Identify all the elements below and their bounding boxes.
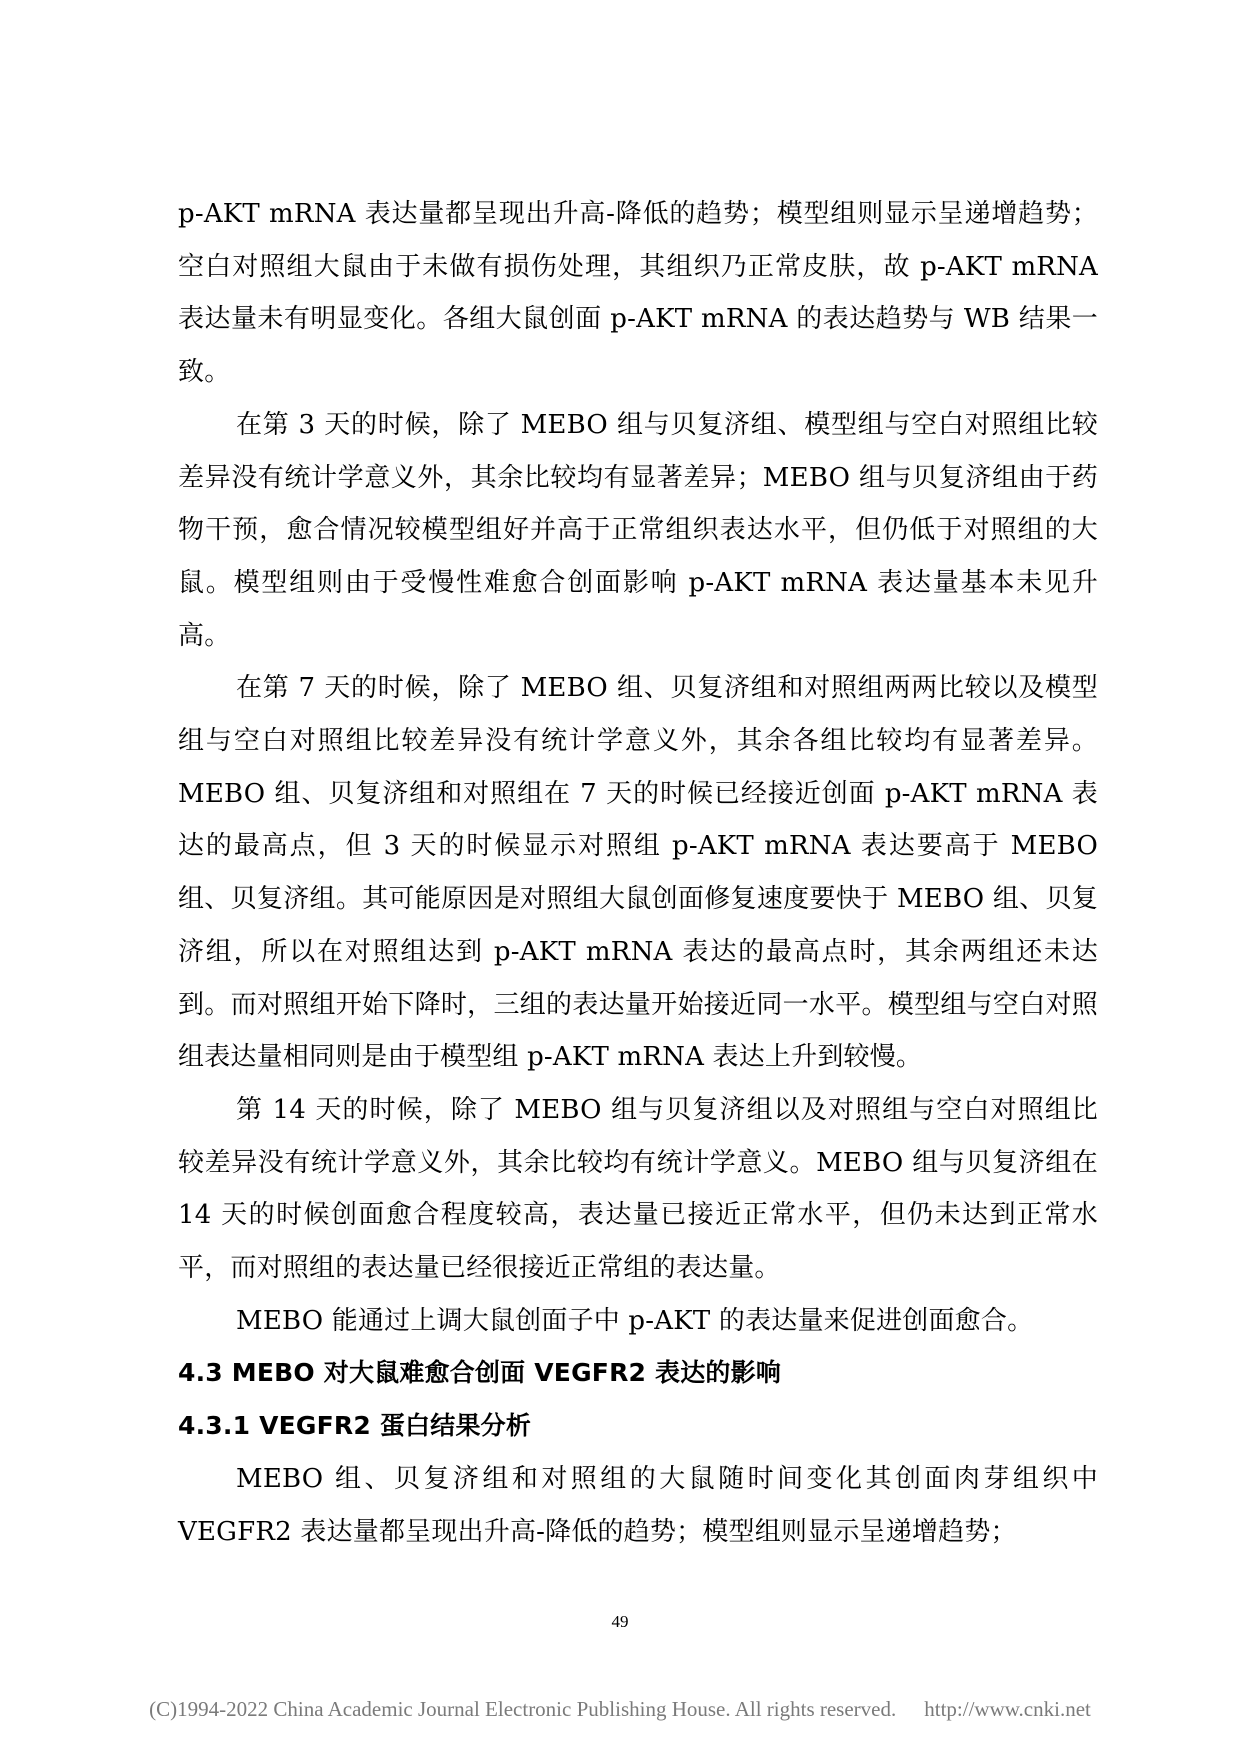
page-number: 49 <box>611 1612 629 1631</box>
body-text <box>178 188 1098 1558</box>
footer-copyright <box>0 1697 1240 1722</box>
paragraph: MEBO 能通过上调大鼠创面子中 p-AKT 的表达量来促进创面愈合。 <box>236 1305 1034 1336</box>
paragraph: p-AKT mRNA 表达量都呈现出升高-降低的趋势；模型组则显示呈递增趋势；空白对照组大鼠由于未做有损伤处理，其组织乃正常皮肤，故 p-AKT mRNA 表达量未有明显变化。各组大鼠创面 p-AKT mRNA 的表达趋势与 WB 结果一致。 <box>178 199 1098 388</box>
paragraph: MEBO 组、贝复济组和对照组的大鼠随时间变化其创面肉芽组织中 VEGFR2 表达量都呈现出升高-降低的趋势；模型组则显示呈递增趋势； <box>178 1463 1098 1547</box>
subsection-heading: 4.3.1 VEGFR2 蛋白结果分析 <box>178 1411 532 1441</box>
paragraph: 第 14 天的时候，除了 MEBO 组与贝复济组以及对照组与空白对照组比较差异没有统计学意义外，其余比较均有统计学意义。MEBO 组与贝复济组在 14 天的时候创面愈合程度较高，表达量已接近正常水平，但仍未达到正常水平，而对照组的表达量已经很接近正常组的表达量。 <box>178 1094 1098 1284</box>
paragraph: 在第 7 天的时候，除了 MEBO 组、贝复济组和对照组两两比较以及模型组与空白对照组比较差异没有统计学意义外，其余各组比较均有显著差异。MEBO 组、贝复济组和对照组在 7 天的时候已经接近创面 p-AKT mRNA 表达的最高点，但 3 天的时候显示对照组 p-AKT mRNA 表达要高于 MEBO 组、贝复济组。其可能原因是对照组大鼠创面修复速度要快于 MEBO 组、贝复济组，所以在对照组达到 p-AKT mRNA 表达的最高点时，其余两组还未达到。而对照组开始下降时，三组的表达量开始接近同一水平。模型组与空白对照组表达量相同则是由于模型组 p-AKT mRNA 表达上升到较慢。 <box>178 673 1098 1073</box>
section-heading: 4.3 MEBO 对大鼠难愈合创面 VEGFR2 表达的影响 <box>178 1358 782 1388</box>
paragraph: 在第 3 天的时候，除了 MEBO 组与贝复济组、模型组与空白对照组比较差异没有统计学意义外，其余比较均有显著差异；MEBO 组与贝复济组由于药物干预，愈合情况较模型组好并高于正常组织表达水平，但仍低于对照组的大鼠。模型组则由于受慢性难愈合创面影响 p-AKT mRNA 表达量基本未见升高。 <box>178 409 1098 651</box>
copyright-text: (C)1994-2022 China Academic Journal Electronic Publishing House. All rights reserved. <box>149 1697 897 1721</box>
footer-url-link[interactable]: http://www.cnki.net <box>924 1697 1091 1721</box>
